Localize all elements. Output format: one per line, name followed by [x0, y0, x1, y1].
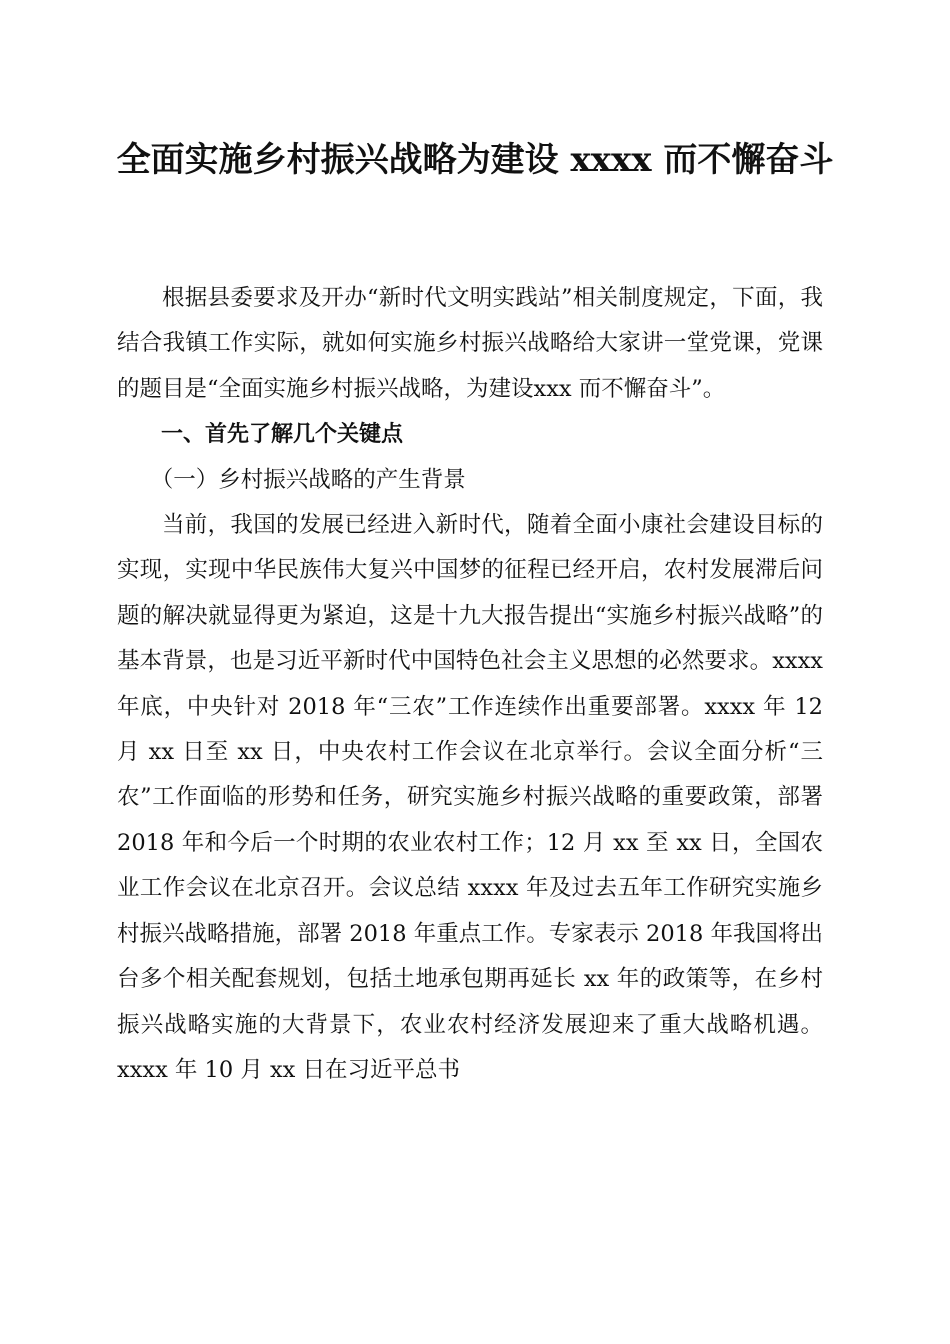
body-paragraph: 当前，我国的发展已经进入新时代，随着全面小康社会建设目标的实现，实现中华民族伟大复兴中国梦的征程已经开启，农村发展滞后问题的解决就显得更为紧迫，这是十九大报告提出“实施乡村振兴战略”的基本背景，也是习近平新时代中国特色社会主义思想的必然要求。xxxx 年底，中央针对 2018 年“三农”工作连续作出重要部署。xxxx 年 12 月 xx 日至 xx 日，中央农村工作会议在北京举行。会议全面分析“三农”工作面临的形势和任务，研究实施乡村振兴战略的重要政策，部署 2018 年和今后一个时期的农业农村工作；12 月 xx 至 xx 日，全国农业工作会议在北京召开。会议总结 xxxx 年及过去五年工作研究实施乡村振兴战略措施，部署 2018 年重点工作。专家表示 2018 年我国将出台多个相关配套规划，包括土地承包期再延长 xx 年的政策等，在乡村振兴战略实施的大背景下，农业农村经济发展迎来了重大战略机遇。xxxx 年 10 月 xx 日在习近平总书 [117, 512, 823, 1083]
document-body [117, 276, 823, 1093]
intro-paragraph: 根据县委要求及开办“新时代文明实践站”相关制度规定，下面，我结合我镇工作实际，就如何实施乡村振兴战略给大家讲一堂党课，党课的题目是“全面实施乡村振兴战略，为建设xxx 而不懈奋斗”。 [117, 285, 823, 402]
subsection-heading: （一）乡村振兴战略的产生背景 [150, 466, 466, 493]
document-title: 全面实施乡村振兴战略为建设 xxxx 而不懈奋斗 [116, 140, 834, 180]
section-heading: 一、首先了解几个关键点 [161, 422, 404, 448]
